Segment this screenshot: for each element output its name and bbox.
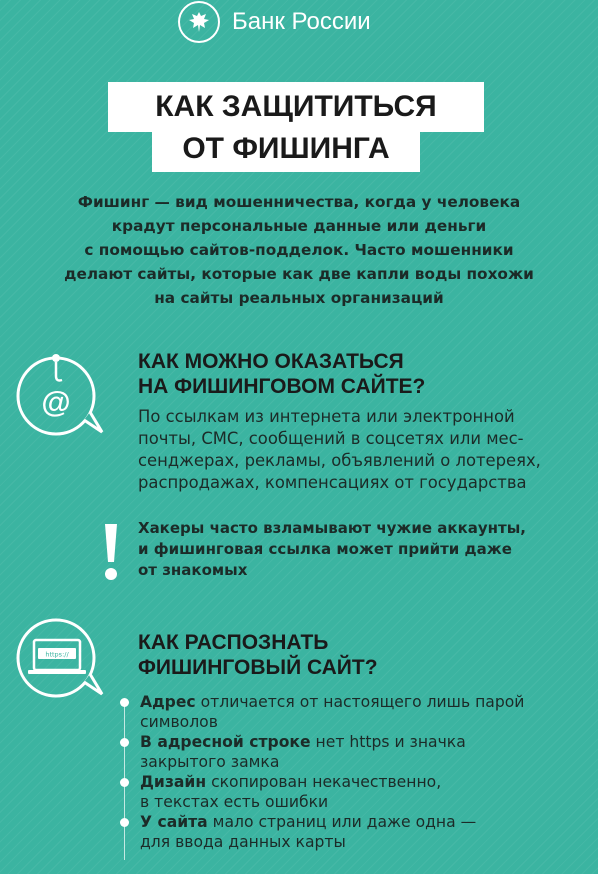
intro-line: с помощью сайтов-подделок. Часто мошенники	[84, 241, 514, 259]
bullet-text-line2: для ввода данных карты	[140, 833, 346, 851]
section2-heading	[138, 630, 378, 680]
section1-body	[138, 406, 541, 494]
intro-line: на сайты реальных организаций	[154, 289, 444, 307]
intro-line: делают сайты, которые как две капли воды похожи	[64, 265, 534, 283]
section1-heading-line: НА ФИШИНГОВОМ САЙТЕ?	[138, 375, 426, 398]
section1-body-line: сенджерах, рекламы, объявлений о лотереях,	[138, 451, 541, 470]
list-item	[120, 772, 590, 812]
https-label: https://	[45, 650, 69, 659]
section1-heading-line: КАК МОЖНО ОКАЗАТЬСЯ	[138, 350, 404, 373]
at-hook-icon	[14, 350, 110, 442]
bullet-text: мало страниц или даже одна —	[207, 813, 477, 831]
list-item	[120, 692, 590, 732]
bullet-text-line2: в текстах есть ошибки	[140, 793, 329, 811]
bullet-dot	[120, 778, 129, 787]
bank-name: Банк России	[232, 8, 371, 35]
bullet-dot	[120, 818, 129, 827]
intro-paragraph	[34, 190, 564, 310]
warning-line: и фишинговая ссылка может прийти даже	[138, 540, 512, 558]
section1-heading	[138, 349, 425, 399]
intro-line: крадут персональные данные или деньги	[111, 217, 487, 235]
bullet-dot	[120, 698, 129, 707]
list-item	[120, 732, 590, 772]
section2-heading-line: ФИШИНГОВЫЙ САЙТ?	[138, 656, 378, 679]
page-title-line2: ОТ ФИШИНГА	[152, 126, 420, 172]
section1-body-line: По ссылкам из интернета или электронной	[138, 407, 515, 426]
eagle-emblem-icon	[178, 1, 220, 43]
warning-text	[138, 518, 526, 581]
bullet-text: отличается от настоящего лишь парой	[195, 693, 525, 711]
section1-body-line: распродажах, компенсациях от государства	[138, 473, 527, 492]
intro-line: Фишинг — вид мошенничества, когда у человека	[77, 193, 521, 211]
bullet-bold: Адрес	[140, 693, 196, 711]
exclamation-icon	[100, 522, 122, 584]
bullet-bold: В адресной строке	[140, 733, 311, 751]
laptop-https-icon	[14, 612, 110, 704]
bullet-text: нет https и значка	[310, 733, 466, 751]
bullet-text-line2: закрытого замка	[140, 753, 280, 771]
recognition-list	[120, 692, 590, 852]
warning-line: от знакомых	[138, 561, 248, 579]
bullet-text-line2: символов	[140, 713, 218, 731]
bullet-text: скопирован некачественно,	[206, 773, 442, 791]
bank-logo	[178, 0, 438, 44]
section2-heading-line: КАК РАСПОЗНАТЬ	[138, 631, 329, 654]
bullet-bold: Дизайн	[140, 773, 207, 791]
section1-body-line: почты, СМС, сообщений в соцсетях или мес-	[138, 429, 524, 448]
warning-line: Хакеры часто взламывают чужие аккаунты,	[138, 519, 526, 537]
svg-text:@: @	[41, 386, 71, 419]
list-item	[120, 812, 590, 852]
bullet-dot	[120, 738, 129, 747]
page-title-line1: КАК ЗАЩИТИТЬСЯ	[108, 82, 484, 132]
bullet-bold: У сайта	[140, 813, 208, 831]
